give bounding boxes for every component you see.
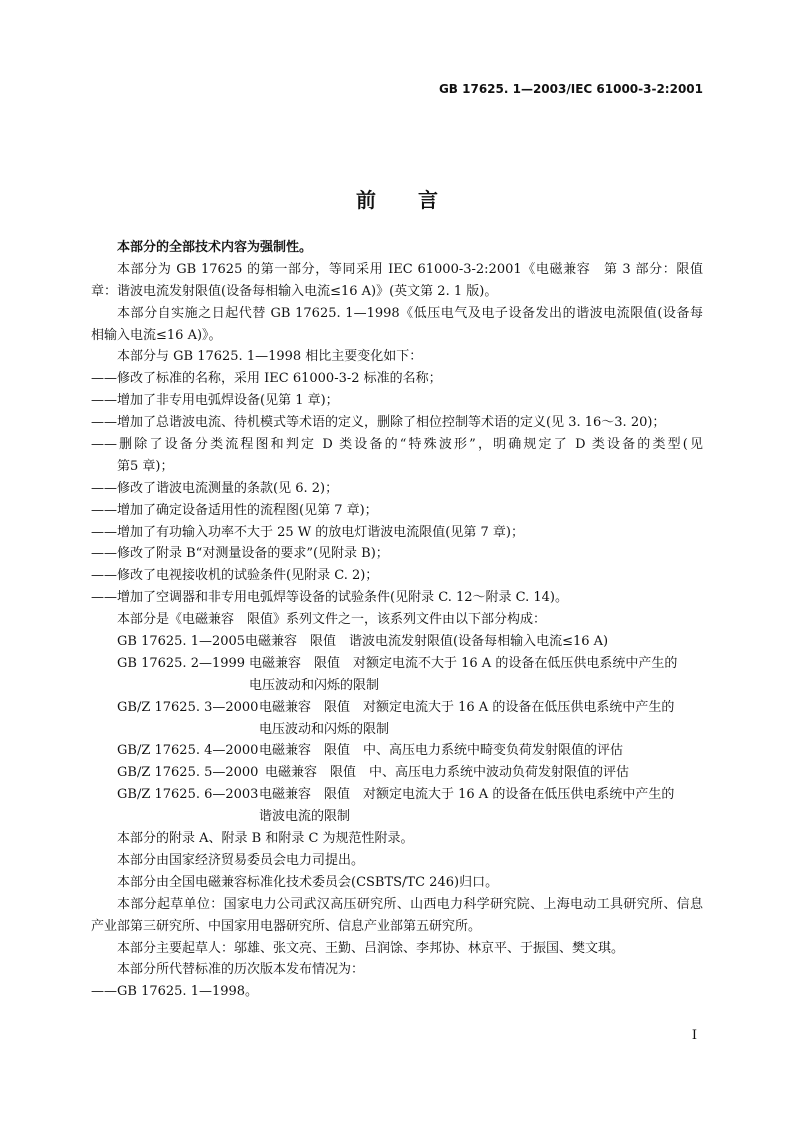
paragraph-series-intro: 本部分是《电磁兼容 限值》系列文件之一，该系列文件由以下部分构成：	[117, 612, 547, 628]
series-standard-row	[91, 631, 703, 653]
page-number: I	[691, 1028, 697, 1043]
paragraph-drafting-units-line2: 产业部第三研究所、中国家用电器研究所、信息产业部第五研究所。	[91, 918, 482, 934]
paragraph-proposed-by: 本部分由国家经济贸易委员会电力司提出。	[117, 852, 365, 868]
paragraph-annexes: 本部分的附录 A、附录 B 和附录 C 为规范性附录。	[117, 831, 414, 847]
standard-title-continued: 电压波动和闪烁的限制	[259, 721, 390, 737]
series-standard-row	[91, 653, 703, 675]
change-item: ——修改了谐波电流测量的条款(见 6. 2)；	[91, 480, 339, 496]
standard-title: 电磁兼容 限值 中、高压电力系统中畸变负荷发射限值的评估	[259, 743, 624, 759]
history-item: ——GB 17625. 1—1998。	[91, 984, 259, 1000]
paragraph-changes-intro: 本部分与 GB 17625. 1—1998 相比主要变化如下：	[117, 349, 423, 365]
paragraph-drafters: 本部分主要起草人：邬雄、张文亮、王勤、吕润馀、李邦协、林京平、于振国、樊文琪。	[117, 940, 625, 956]
paragraph-drafting-units-line1: 本部分起草单位：国家电力公司武汉高压研究所、山西电力科学研究院、上海电动工具研究所、信息	[117, 896, 703, 912]
change-item: ——修改了附录 B“对测量设备的要求”(见附录 B)；	[91, 546, 389, 562]
standard-code: GB/Z 17625. 4—2000	[117, 743, 259, 759]
paragraph-adoption-line2: 章：谐波电流发射限值(设备每相输入电流≤16 A)》(英文第 2. 1 版)。	[91, 283, 498, 299]
standard-code: GB/Z 17625. 3—2000	[117, 699, 259, 715]
change-item: ——增加了总谐波电流、待机模式等术语的定义，删除了相位控制等术语的定义(见 3. 16～3. 20)；	[91, 415, 666, 431]
paragraph-replaces-line1: 本部分自实施之日起代替 GB 17625. 1—1998《低压电气及电子设备发出的谐波电流限值(设备每	[117, 305, 703, 321]
standard-title: 电磁兼容 限值 对额定电流大于 16 A 的设备在低压供电系统中产生的	[259, 787, 675, 803]
standard-title: 电磁兼容 限值 谐波电流发射限值(设备每相输入电流≤16 A)	[245, 634, 609, 650]
document-body	[91, 237, 703, 1003]
change-item: ——删除了设备分类流程图和判定 D 类设备的“特殊波形”，明确规定了 D 类设备的类型(见	[91, 437, 703, 453]
paragraph-history-intro: 本部分所代替标准的历次版本发布情况为：	[117, 962, 365, 978]
standard-code: GB 17625. 2—1999	[117, 655, 246, 671]
change-item-continued: 第5 章)；	[117, 458, 174, 474]
paragraph-replaces-line2: 相输入电流≤16 A)》。	[91, 327, 222, 343]
change-item: ——修改了标准的名称，采用 IEC 61000-3-2 标准的名称；	[91, 371, 442, 387]
standard-code-header: GB 17625. 1—2003/IEC 61000-3-2:2001	[438, 82, 703, 96]
series-standard-row	[91, 740, 703, 762]
change-item: ——增加了确定设备适用性的流程图(见第 7 章)；	[91, 502, 378, 518]
paragraph-mandatory: 本部分的全部技术内容为强制性。	[117, 240, 313, 255]
series-standard-row	[91, 784, 703, 806]
standard-title: 电磁兼容 限值 中、高压电力系统中波动负荷发射限值的评估	[265, 765, 630, 781]
standard-code: GB/Z 17625. 6—2003	[117, 787, 259, 803]
paragraph-adoption-line1: 本部分为 GB 17625 的第一部分，等同采用 IEC 61000-3-2:2001《电磁兼容 第 3 部分：限值	[117, 261, 703, 277]
standard-title: 电磁兼容 限值 对额定电流大于 16 A 的设备在低压供电系统中产生的	[259, 699, 675, 715]
standard-title: 电磁兼容 限值 对额定电流不大于 16 A 的设备在低压供电系统中产生的	[249, 655, 678, 671]
series-standard-row	[91, 762, 703, 784]
standard-code: GB 17625. 1—2005	[117, 634, 246, 650]
change-item: ——增加了空调器和非专用电弧焊等设备的试验条件(见附录 C. 12～附录 C. 14)。	[91, 590, 568, 606]
change-item: ——增加了非专用电弧焊设备(见第 1 章)；	[91, 393, 339, 409]
standard-title-continued: 谐波电流的限制	[259, 809, 351, 825]
change-item: ——增加了有功输入功率不大于 25 W 的放电灯谐波电流限值(见第 7 章)；	[91, 524, 524, 540]
series-standard-row	[91, 697, 703, 719]
standard-title-continued: 电压波动和闪烁的限制	[249, 677, 380, 693]
page-title: 前言	[356, 188, 480, 212]
paragraph-administered-by: 本部分由全国电磁兼容标准化技术委员会(CSBTS/TC 246)归口。	[117, 874, 499, 890]
standard-code: GB/Z 17625. 5—2000	[117, 765, 259, 781]
change-item: ——修改了电视接收机的试验条件(见附录 C. 2)；	[91, 568, 379, 584]
